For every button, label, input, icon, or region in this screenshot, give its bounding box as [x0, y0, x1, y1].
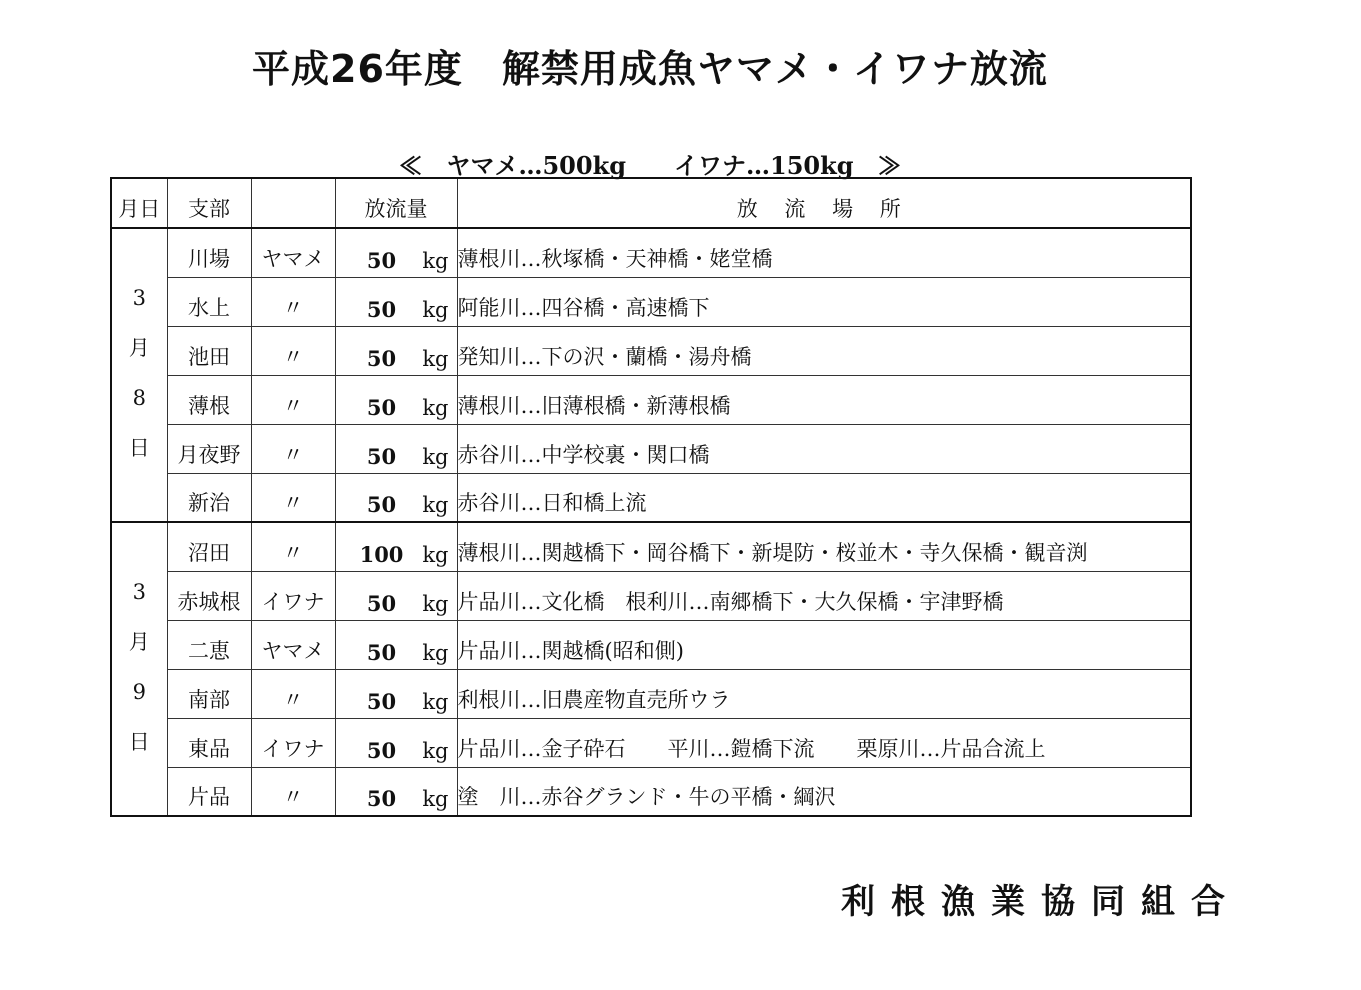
fish-cell: 〃 [251, 424, 335, 473]
amount-unit: kg [422, 297, 449, 322]
location-cell: 発知川…下の沢・蘭橋・湯舟橋 [457, 326, 1191, 375]
amount-value: 50 [366, 786, 397, 811]
amount-cell [335, 767, 457, 816]
amount-cell [335, 228, 457, 277]
amount-cell [335, 424, 457, 473]
location-cell: 薄根川…関越橋下・岡谷橋下・新堤防・桜並木・寺久保橋・観音渕 [457, 522, 1191, 571]
amount-unit: kg [422, 787, 449, 811]
branch-cell: 新治 [167, 473, 251, 522]
date-char: 8 [132, 386, 146, 410]
table-row [111, 669, 1191, 718]
branch-cell: 東品 [167, 718, 251, 767]
fish-cell: イワナ [251, 571, 335, 620]
table-row [111, 473, 1191, 522]
amount-unit: kg [422, 395, 449, 420]
release-schedule-table [110, 177, 1192, 817]
table-row [111, 326, 1191, 375]
date-char: 月 [128, 336, 150, 360]
amount-cell [335, 571, 457, 620]
branch-cell: 薄根 [167, 375, 251, 424]
amount-value: 50 [366, 737, 397, 763]
amount-unit: kg [422, 493, 449, 517]
amount-cell [335, 375, 457, 424]
location-cell: 阿能川…四谷橋・高速橋下 [457, 277, 1191, 326]
date-char: 月 [128, 630, 150, 654]
fish-cell: 〃 [251, 326, 335, 375]
amount-value: 50 [366, 394, 397, 420]
branch-cell: 水上 [167, 277, 251, 326]
amount-unit: kg [422, 346, 449, 371]
branch-cell: 二恵 [167, 620, 251, 669]
date-char: 3 [132, 286, 146, 310]
location-cell: 赤谷川…中学校裏・関口橋 [457, 424, 1191, 473]
header-date: 月日 [111, 178, 167, 228]
fish-cell: ヤマメ [251, 620, 335, 669]
amount-value: 50 [366, 639, 397, 665]
amount-cell [335, 718, 457, 767]
fish-cell: 〃 [251, 522, 335, 571]
date-char: 日 [128, 730, 150, 754]
table-header-row [111, 178, 1191, 228]
fish-cell: 〃 [251, 669, 335, 718]
table-row [111, 228, 1191, 277]
amount-value: 50 [366, 590, 397, 616]
amount-cell [335, 473, 457, 522]
location-cell: 薄根川…旧薄根橋・新薄根橋 [457, 375, 1191, 424]
location-cell: 塗 川…赤谷グランド・牛の平橋・綱沢 [457, 767, 1191, 816]
table-row [111, 424, 1191, 473]
amount-unit: kg [422, 444, 449, 469]
amount-unit: kg [422, 591, 449, 616]
amount-unit: kg [422, 640, 449, 665]
branch-cell: 川場 [167, 228, 251, 277]
amount-value: 50 [366, 443, 397, 469]
location-cell: 赤谷川…日和橋上流 [457, 473, 1191, 522]
fish-cell: 〃 [251, 375, 335, 424]
branch-cell: 池田 [167, 326, 251, 375]
table-row [111, 718, 1191, 767]
header-amount: 放流量 [335, 178, 457, 228]
date-cell [111, 522, 167, 816]
date-char: 3 [132, 580, 146, 604]
branch-cell: 片品 [167, 767, 251, 816]
amount-value: 100 [359, 541, 404, 567]
organization-name: 利根漁業協同組合 [841, 882, 1241, 922]
table-row [111, 522, 1191, 571]
amount-cell [335, 620, 457, 669]
date-cell [111, 228, 167, 522]
branch-cell: 赤城根 [167, 571, 251, 620]
summary-subtitle: ≪ ヤマメ…500kg イワナ…150kg ≫ [398, 151, 902, 180]
table-row [111, 767, 1191, 816]
fish-cell: 〃 [251, 277, 335, 326]
branch-cell: 南部 [167, 669, 251, 718]
amount-unit: kg [422, 738, 449, 763]
table-row [111, 620, 1191, 669]
location-cell: 片品川…関越橋(昭和側) [457, 620, 1191, 669]
header-fish [251, 178, 335, 228]
amount-cell [335, 522, 457, 571]
amount-unit: kg [422, 689, 449, 714]
table-row [111, 375, 1191, 424]
amount-cell [335, 277, 457, 326]
amount-unit: kg [422, 542, 449, 567]
branch-cell: 月夜野 [167, 424, 251, 473]
fish-cell: 〃 [251, 767, 335, 816]
location-cell: 片品川…文化橋 根利川…南郷橋下・大久保橋・宇津野橋 [457, 571, 1191, 620]
amount-value: 50 [366, 345, 397, 371]
header-location: 放 流 場 所 [457, 178, 1191, 228]
date-char: 9 [132, 680, 146, 704]
amount-value: 50 [366, 492, 397, 517]
location-cell: 利根川…旧農産物直売所ウラ [457, 669, 1191, 718]
amount-value: 50 [366, 296, 397, 322]
table-body [111, 228, 1191, 816]
fish-cell: 〃 [251, 473, 335, 522]
fish-cell: ヤマメ [251, 228, 335, 277]
header-branch: 支部 [167, 178, 251, 228]
location-cell: 薄根川…秋塚橋・天神橋・姥堂橋 [457, 228, 1191, 277]
date-char: 日 [128, 436, 150, 460]
amount-cell [335, 326, 457, 375]
branch-cell: 沼田 [167, 522, 251, 571]
amount-value: 50 [366, 688, 397, 714]
amount-unit: kg [422, 248, 449, 273]
location-cell: 片品川…金子砕石 平川…鎧橋下流 栗原川…片品合流上 [457, 718, 1191, 767]
page-title: 平成26年度 解禁用成魚ヤマメ・イワナ放流 [252, 47, 1048, 91]
table-row [111, 277, 1191, 326]
fish-cell: イワナ [251, 718, 335, 767]
amount-value: 50 [366, 247, 397, 273]
amount-cell [335, 669, 457, 718]
table-row [111, 571, 1191, 620]
